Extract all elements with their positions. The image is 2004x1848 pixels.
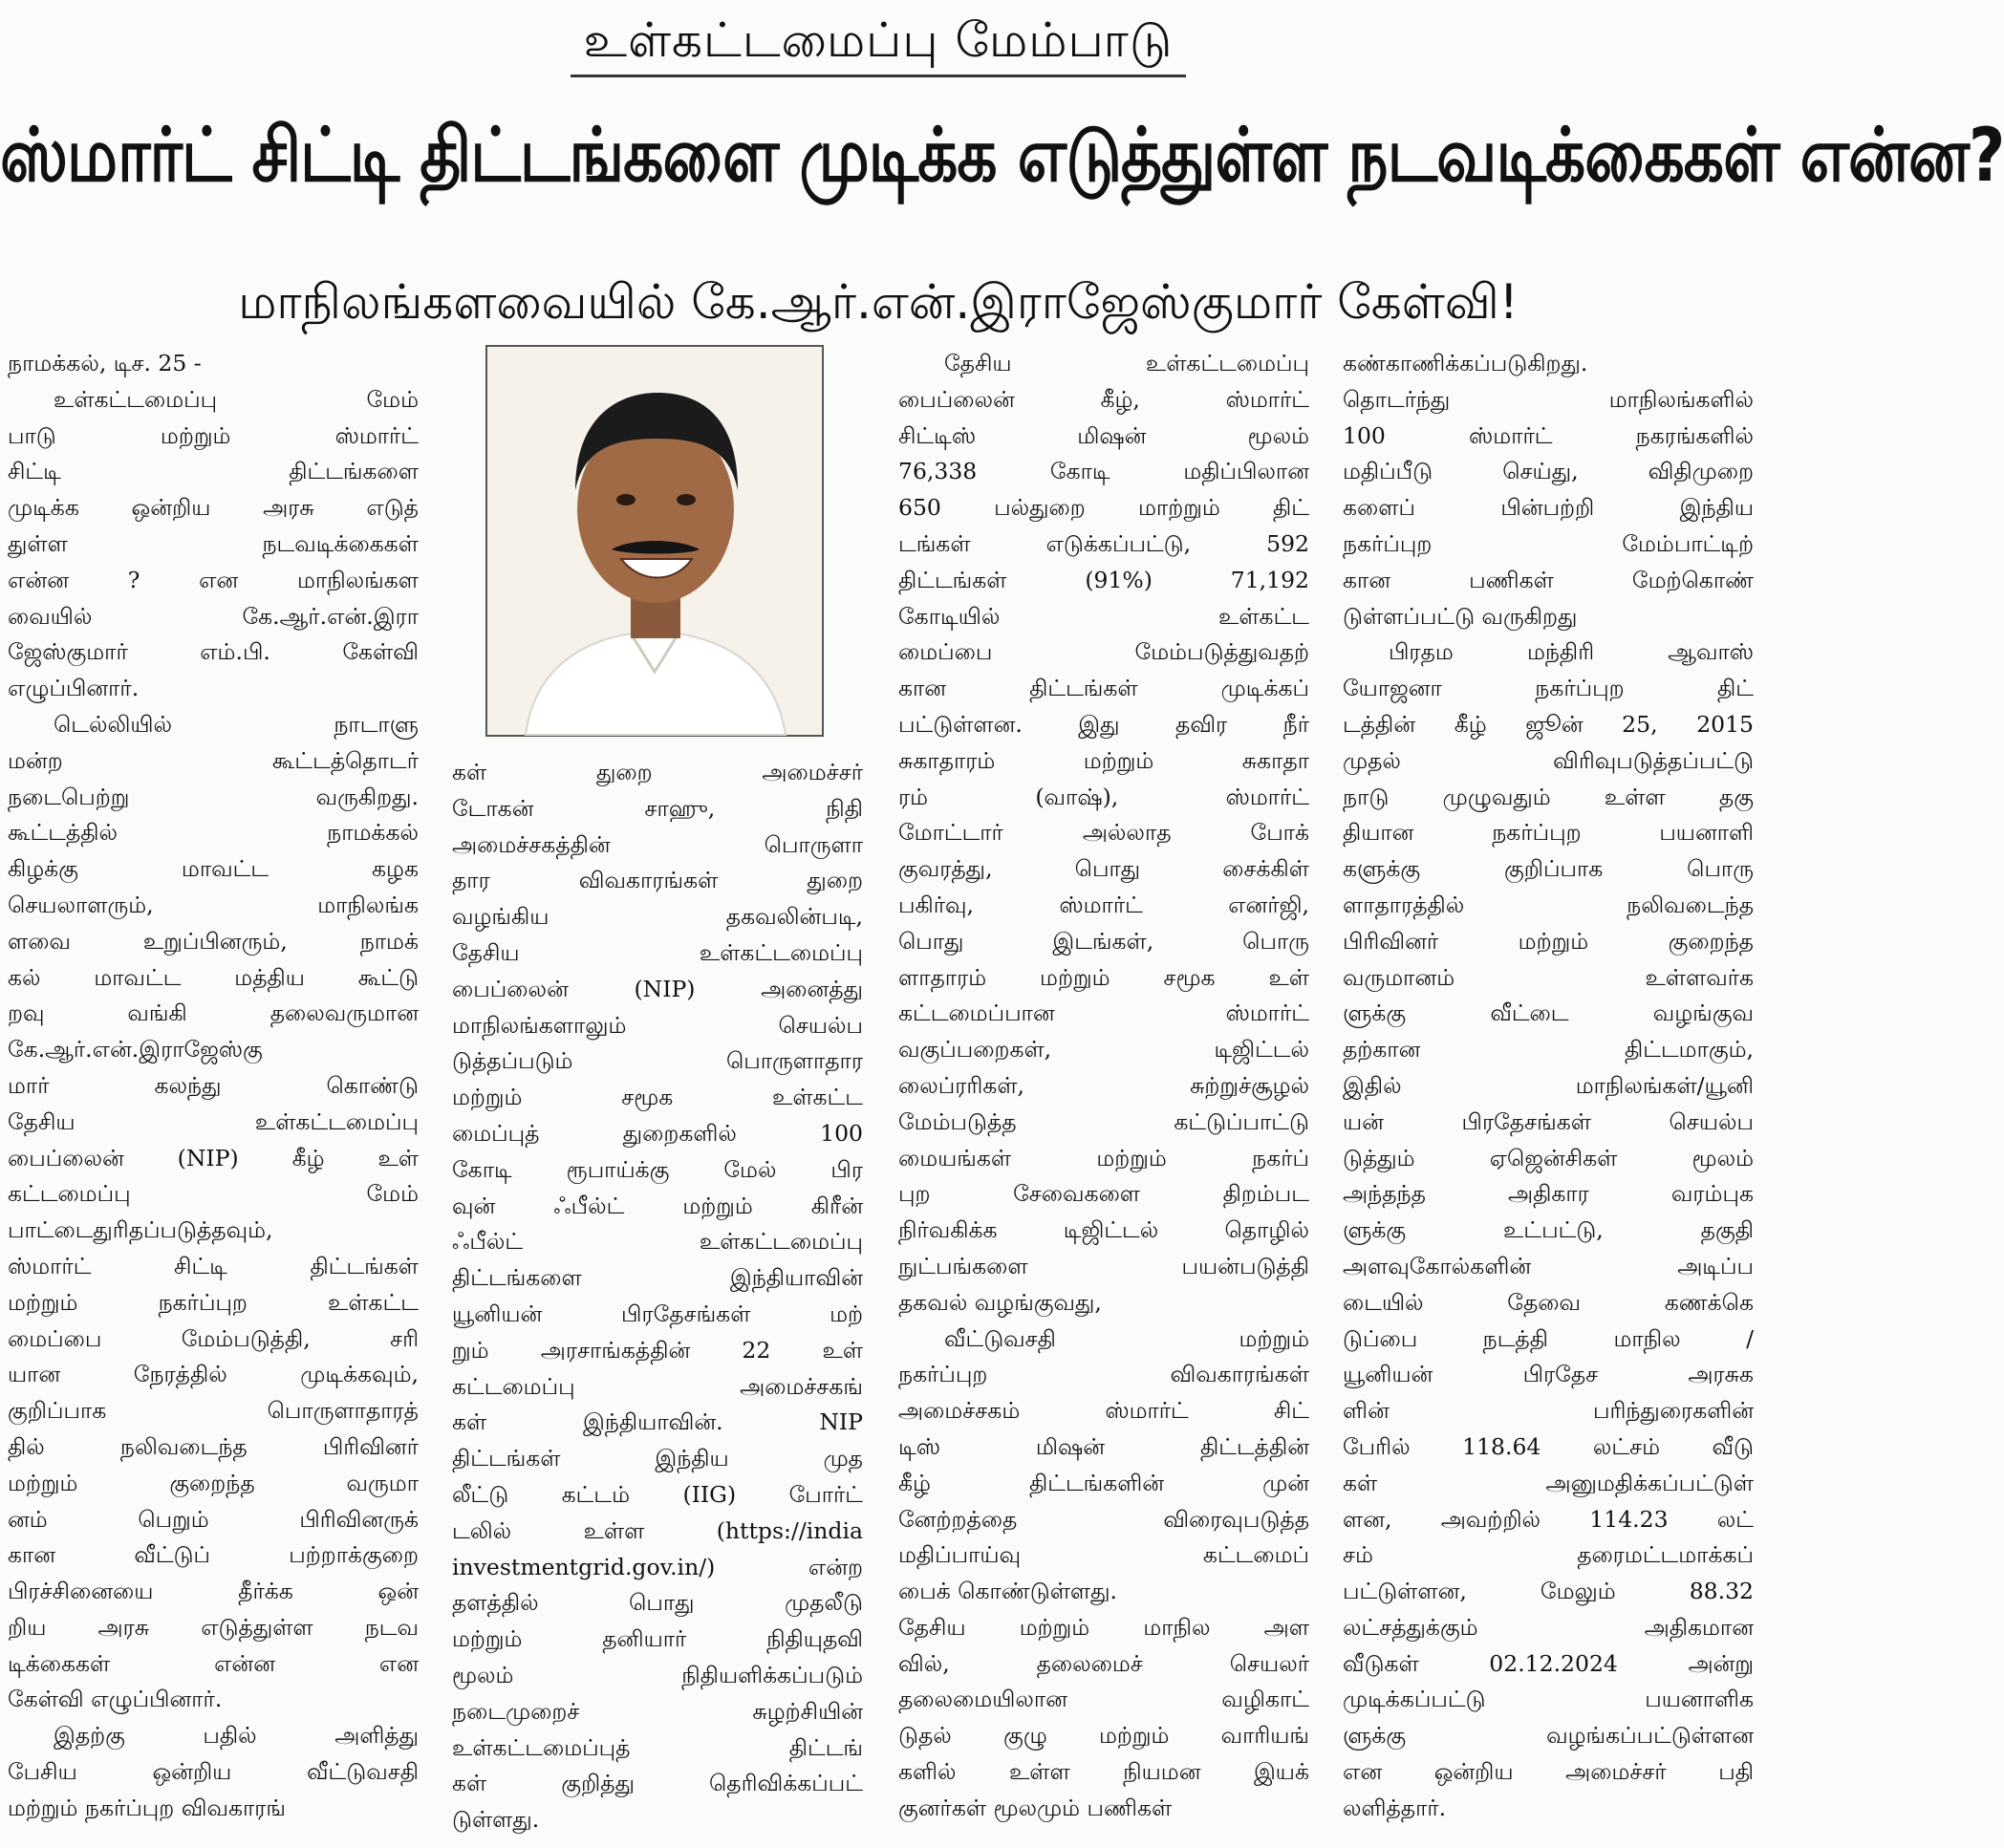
article-column-1 (8, 346, 419, 1848)
article-line: பேசிய ஒன்றிய வீட்டுவசதி (8, 1758, 419, 1786)
article-line: கேள்வி எழுப்பினார். (8, 1686, 223, 1713)
article-line: யூனியன் பிரதேச அரசுக (1343, 1361, 1754, 1388)
article-line: தற்கான திட்டமாகும், (1343, 1036, 1754, 1064)
article-line: தேசிய உள்கட்டமைப்பு (944, 350, 1309, 376)
article-line: வீடுகள் 02.12.2024 அன்று (1343, 1649, 1754, 1677)
article-line: கட்டமைப்பான ஸ்மார்ட் (898, 999, 1309, 1027)
article-line: பொது இடங்கள், பொரு (898, 927, 1309, 955)
article-line: ஜேஸ்குமார் எம்.பி. கேள்வி (8, 638, 419, 666)
article-column-2 (452, 755, 863, 1848)
article-line: டுள்ளது. (452, 1806, 540, 1834)
article-line: டுள்ளப்பட்டு வருகிறது (1343, 602, 1578, 630)
article-line: டோகன் சாஹு, நிதி (452, 794, 863, 822)
article-line: எழுப்பினார். (8, 675, 140, 702)
article-line: குறிப்பாக பொருளாதாரத் (8, 1397, 419, 1425)
article-line: ளின் பரிந்துரைகளின் (1343, 1397, 1754, 1425)
article-line: சம் தரைமட்டமாக்கப் (1343, 1541, 1754, 1569)
article-line: ளுக்கு உட்பட்டு, தகுதி (1343, 1216, 1754, 1244)
article-line: றவு வங்கி தலைவருமான (8, 999, 419, 1027)
article-line: பைப்லைன் (NIP) கீழ் உள் (8, 1144, 419, 1171)
article-line: இதில் மாநிலங்கள்/யூனி (1343, 1071, 1754, 1099)
article-line: 100 ஸ்மார்ட் நகரங்களில் (1343, 421, 1754, 449)
article-line: நகர்ப்புற மேம்பாட்டிற் (1343, 529, 1754, 557)
article-line: கான வீட்டுப் பற்றாக்குறை (8, 1541, 419, 1569)
article-line: றிய அரசு எடுத்துள்ள நடவ (8, 1613, 419, 1641)
article-line: யான நேரத்தில் முடிக்கவும், (8, 1361, 419, 1388)
article-line: மைப்புத் துறைகளில் 100 (452, 1119, 863, 1147)
article-line: டலில் உள்ள (https://india (452, 1516, 863, 1544)
article-line: னேற்றத்தை விரைவுபடுத்த (898, 1505, 1309, 1533)
article-line: நடைமுறைச் சுழற்சியின் (452, 1697, 863, 1725)
article-line: டுத்தப்படும் பொருளாதார (452, 1047, 863, 1075)
article-line: தகவல் வழங்குவது, (898, 1288, 1102, 1316)
article-line: என்ன ? என மாநிலங்கள (8, 566, 419, 593)
article-line: டுதல் குழு மற்றும் வாரியங் (898, 1722, 1309, 1750)
article-line: முடிக்கப்பட்டு பயனாளிக (1343, 1686, 1754, 1713)
article-line: பட்டுள்ளன, மேலும் 88.32 (1343, 1578, 1754, 1605)
article-line: யோஜனா நகர்ப்புற திட் (1343, 675, 1754, 702)
article-line: ளுக்கு வீட்டை வழங்குவ (1343, 999, 1754, 1027)
article-line: பிரதம மந்திரி ஆவாஸ் (1389, 638, 1754, 666)
article-line: தார விவகாரங்கள் துறை (452, 867, 863, 894)
article-line: திட்டங்கள் (91%) 71,192 (898, 566, 1309, 593)
article-line: கள் இந்தியாவின். NIP (452, 1408, 863, 1436)
article-line: டுத்தும் ஏஜென்சிகள் மூலம் (1343, 1144, 1754, 1171)
subheadline: மாநிலங்களவையில் கே.ஆர்.என்.இராஜேஸ்குமார் கேள்வி! (238, 274, 1519, 330)
article-line: இதற்கு பதில் அளித்து (54, 1722, 419, 1750)
article-line: ளுக்கு வழங்கப்பட்டுள்ளன (1343, 1722, 1754, 1750)
article-line: சுகாதாரம் மற்றும் சுகாதா (898, 746, 1309, 774)
article-line: கண்காணிக்கப்படுகிறது. (1343, 350, 1588, 376)
article-line: பிரச்சினையை தீர்க்க ஒன் (8, 1578, 419, 1605)
article-line: வுன் ஃபீல்ட் மற்றும் கிரீன் (452, 1192, 863, 1219)
article-line: ளாதாரம் மற்றும் சமூக உள் (898, 963, 1309, 991)
article-line: உள்கட்டமைப்பு மேம் (54, 385, 419, 413)
article-line: மைப்பை மேம்படுத்தி, சரி (8, 1324, 419, 1352)
article-line: யூனியன் பிரதேசங்கள் மற் (452, 1300, 863, 1327)
article-line: லீட்டு கட்டம் (IIG) போர்ட் (452, 1480, 863, 1508)
article-column-4 (1343, 346, 1754, 1848)
article-line: குவரத்து, பொது சைக்கிள் (898, 855, 1309, 883)
article-line: பைப்லைன் கீழ், ஸ்மார்ட் (898, 385, 1309, 413)
portrait-photo (485, 345, 824, 737)
article-line: டுப்பை நடத்தி மாநில / (1343, 1324, 1754, 1352)
article-line: குனர்கள் மூலமும் பணிகள் (898, 1794, 1173, 1821)
article-line: திட்டங்களை இந்தியாவின் (452, 1264, 863, 1292)
article-line: நாடு முழுவதும் உள்ள தகு (1343, 783, 1754, 810)
article-line: கல் மாவட்ட மத்திய கூட்டு (8, 963, 419, 991)
article-line: அந்தந்த அதிகார வரம்புக (1343, 1180, 1754, 1208)
article-line: டிக்கைகள் என்ன என (8, 1649, 419, 1677)
article-line: கள் துறை அமைச்சர் (452, 759, 863, 785)
article-line: புற சேவைகளை திறம்பட (898, 1180, 1309, 1208)
article-line: மதிப்பீடு செய்து, விதிமுறை (1343, 458, 1754, 485)
article-line: 650 பல்துறை மாற்றும் திட் (898, 494, 1309, 522)
article-line: தளத்தில் பொது முதலீடு (452, 1589, 863, 1617)
article-line: லளித்தார். (1343, 1794, 1447, 1821)
article-line: என ஒன்றிய அமைச்சர் பதி (1343, 1758, 1754, 1786)
article-line: வையில் கே.ஆர்.என்.இரா (8, 602, 419, 630)
article-line: கீழ் திட்டங்களின் முன் (898, 1469, 1309, 1496)
article-line: கான பணிகள் மேற்கொண் (1343, 566, 1754, 593)
section-kicker: உள்கட்டமைப்பு மேம்பாடு (571, 6, 1187, 77)
article-line: லட்சத்துக்கும் அதிகமான (1343, 1613, 1754, 1641)
article-line: உள்கட்டமைப்புத் திட்டங் (452, 1733, 863, 1761)
article-line: தில் நலிவடைந்த பிரிவினர் (8, 1432, 419, 1460)
article-line: முடிக்க ஒன்றிய அரசு எடுத் (8, 494, 419, 522)
article-line: தொடர்ந்து மாநிலங்களில் (1343, 385, 1754, 413)
article-line: திட்டங்கள் இந்திய முத (452, 1445, 863, 1472)
article-line: களில் உள்ள நியமன இயக் (898, 1758, 1309, 1786)
article-line: முதல் விரிவுபடுத்தப்பட்டு (1343, 746, 1754, 774)
article-line: அளவுகோல்களின் அடிப்ப (1343, 1252, 1754, 1279)
article-line: பேரில் 118.64 லட்சம் வீடு (1343, 1432, 1754, 1460)
article-line: துள்ள நடவடிக்கைகள் (8, 529, 419, 557)
article-line: சிட்டி திட்டங்களை (8, 458, 419, 485)
article-line: கிழக்கு மாவட்ட கழக (8, 855, 419, 883)
article-line: ஃபீல்ட் உள்கட்டமைப்பு (452, 1228, 863, 1256)
article-line: நுட்பங்களை பயன்படுத்தி (898, 1252, 1309, 1279)
article-line: பாடு மற்றும் ஸ்மார்ட் (8, 421, 419, 449)
article-line: கோடியில் உள்கட்ட (898, 602, 1309, 630)
article-line: ஸ்மார்ட் சிட்டி திட்டங்கள் (8, 1252, 419, 1279)
article-line: செயலாளரும், மாநிலங்க (8, 891, 419, 918)
article-line: கான திட்டங்கள் முடிக்கப் (898, 675, 1309, 702)
article-line: யன் பிரதேசங்கள் செயல்ப (1343, 1107, 1754, 1135)
article-line: வழங்கிய தகவலின்படி, (452, 903, 863, 931)
article-line: லைப்ரரிகள், சுற்றுச்சூழல் (898, 1071, 1309, 1099)
article-line: பட்டுள்ளன. இது தவிர நீர் (898, 710, 1309, 738)
article-line: மதிப்பாய்வு கட்டமைப் (898, 1541, 1309, 1569)
article-line: டெல்லியில் நாடாளு (54, 710, 419, 738)
article-line: மன்ற கூட்டத்தொடர் (8, 746, 419, 774)
headline: ஸ்மார்ட் சிட்டி திட்டங்களை முடிக்க எடுத்துள்ள நடவடிக்கைகள் என்ன? (0, 111, 2004, 199)
article-line: கட்டமைப்பு அமைச்சகங் (452, 1372, 863, 1400)
article-line: மோட்டார் அல்லாத போக் (898, 819, 1309, 847)
article-line: மார் கலந்து கொண்டு (8, 1071, 419, 1099)
article-line: நிர்வகிக்க டிஜிட்டல் தொழில் (898, 1216, 1309, 1244)
article-line: ளாதாரத்தில் நலிவடைந்த (1343, 891, 1754, 918)
article-line: investmentgrid.gov.in/) என்ற (452, 1553, 863, 1580)
article-line: ளன, அவற்றில் 114.23 லட் (1343, 1505, 1754, 1533)
article-line: தேசிய மற்றும் மாநில அள (898, 1613, 1309, 1641)
article-line: தேசிய உள்கட்டமைப்பு (8, 1107, 419, 1135)
article-line: மற்றும் தனியார் நிதியுதவி (452, 1625, 863, 1653)
article-line: வில், தலைமைச் செயலர் (898, 1649, 1309, 1677)
article-line: கே.ஆர்.என்.இராஜேஸ்கு (8, 1036, 263, 1064)
article-line: கட்டமைப்பு மேம் (8, 1180, 419, 1208)
article-line: தியான நகர்ப்புற பயனாளி (1343, 819, 1754, 847)
article-line: நாமக்கல், டிச. 25 - (8, 350, 202, 376)
article-line: கூட்டத்தில் நாமக்கல் (8, 819, 419, 847)
article-line: மூலம் நிதியளிக்கப்படும் (452, 1661, 863, 1688)
article-line: களைப் பின்பற்றி இந்திய (1343, 494, 1754, 522)
article-line: டங்கள் எடுக்கப்பட்டு, 592 (898, 529, 1309, 557)
article-line: மையங்கள் மற்றும் நகர்ப் (898, 1144, 1309, 1171)
article-line: மற்றும் குறைந்த வருமா (8, 1469, 419, 1496)
article-line: மற்றும் சமூக உள்கட்ட (452, 1084, 863, 1111)
article-line: மற்றும் நகர்ப்புற உள்கட்ட (8, 1288, 419, 1316)
person-portrait-icon (487, 347, 822, 735)
article-line: தேசிய உள்கட்டமைப்பு (452, 938, 863, 966)
article-line: னம் பெறும் பிரிவினருக் (8, 1505, 419, 1533)
article-line: மாநிலங்களாலும் செயல்ப (452, 1011, 863, 1039)
article-line: ளவை உறுப்பினரும், நாமக் (8, 927, 419, 955)
article-line: சிட்டிஸ் மிஷன் மூலம் (898, 421, 1309, 449)
article-line: நடைபெற்று வருகிறது. (8, 783, 419, 810)
article-line: டையில் தேவை கணக்கெ (1343, 1288, 1754, 1316)
article-line: மற்றும் நகர்ப்புற விவகாரங் (8, 1794, 287, 1821)
article-line: ரம் (வாஷ்), ஸ்மார்ட் (898, 783, 1309, 810)
article-line: டிஸ் மிஷன் திட்டத்தின் (898, 1432, 1309, 1460)
article-line: வீட்டுவசதி மற்றும் (944, 1324, 1309, 1352)
article-line: பைக் கொண்டுள்ளது. (898, 1578, 1117, 1605)
article-column-3 (898, 346, 1309, 1848)
article-line: கள் குறித்து தெரிவிக்கப்பட் (452, 1770, 863, 1797)
article-line: வருமானம் உள்ளவர்க (1343, 963, 1754, 991)
article-line: றும் அரசாங்கத்தின் 22 உள் (452, 1336, 863, 1364)
article-line: பிரிவினர் மற்றும் குறைந்த (1343, 927, 1754, 955)
article-line: நகர்ப்புற விவகாரங்கள் (898, 1361, 1309, 1388)
article-line: அமைச்சகம் ஸ்மார்ட் சிட் (898, 1397, 1309, 1425)
article-line: கள் அனுமதிக்கப்பட்டுள் (1343, 1469, 1754, 1496)
article-line: மேம்படுத்த கட்டுப்பாட்டு (898, 1107, 1309, 1135)
article-line: கோடி ரூபாய்க்கு மேல் பிர (452, 1155, 863, 1183)
article-line: 76,338 கோடி மதிப்பிலான (898, 458, 1309, 485)
article-line: டத்தின் கீழ் ஜூன் 25, 2015 (1343, 710, 1754, 738)
article-line: பைப்லைன் (NIP) அனைத்து (452, 975, 863, 1002)
article-line: மைப்பை மேம்படுத்துவதற் (898, 638, 1309, 666)
article-line: தலைமையிலான வழிகாட் (898, 1686, 1309, 1713)
article-line: வகுப்பறைகள், டிஜிட்டல் (898, 1036, 1309, 1064)
article-line: பகிர்வு, ஸ்மார்ட் எனர்ஜி, (898, 891, 1309, 918)
article-line: அமைச்சகத்தின் பொருளா (452, 830, 863, 858)
kicker-wrap (0, 6, 1756, 77)
article-line: களுக்கு குறிப்பாக பொரு (1343, 855, 1754, 883)
article-line: பாட்டைதுரிதப்படுத்தவும், (8, 1216, 273, 1244)
